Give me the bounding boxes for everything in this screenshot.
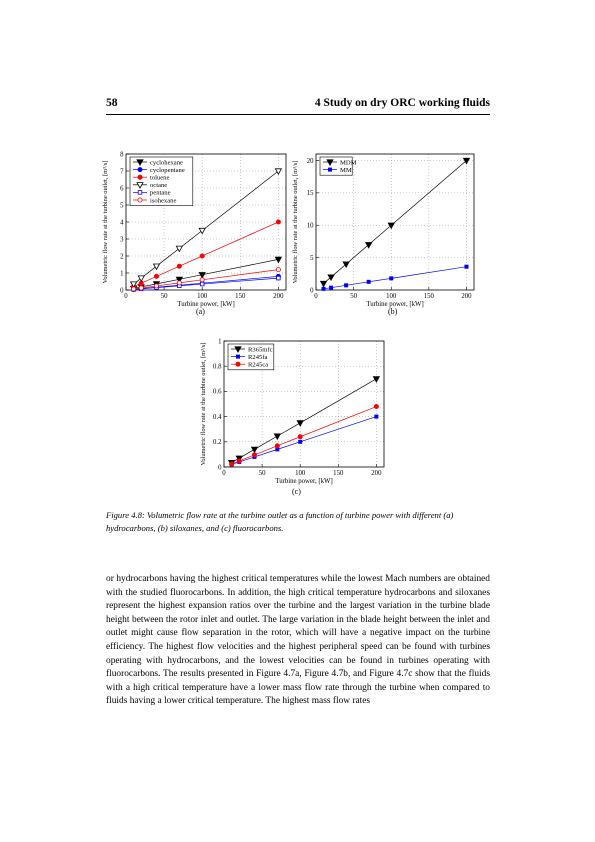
chart-1-series-MM <box>322 265 468 290</box>
chart-1-series-MDM <box>321 158 470 286</box>
chart-1-data-point <box>388 223 394 228</box>
chart-1-data-point <box>343 262 349 267</box>
chart-0-y-tick-label: 5 <box>120 202 124 210</box>
chart-0-data-point <box>177 281 181 285</box>
chart-2-x-axis-label: Turbine power, [kW] <box>275 478 333 485</box>
chart-1-x-tick-label: 150 <box>423 293 434 300</box>
chart-0-data-point <box>139 286 143 290</box>
chart-0-y-tick-label: 7 <box>120 168 124 176</box>
chart-2-y-tick-label: 0.6 <box>213 388 222 396</box>
chart-2-series-R365mfc <box>229 377 380 466</box>
chart-1-data-point <box>344 284 347 287</box>
chart-1-y-axis-label: Volumetric flow rate at the turbine outlet, [m³/s] <box>292 160 299 284</box>
chart-2-y-tick-label: 0.4 <box>213 413 222 421</box>
chart-2-data-point <box>375 415 378 418</box>
chart-0-x-tick-label: 150 <box>235 293 246 300</box>
header-rule <box>106 114 490 115</box>
chart-1-x-axis-label: Turbine power, [kW] <box>366 301 424 308</box>
chart-0-data-point <box>132 287 136 291</box>
chart-0-x-axis-label: Turbine power, [kW] <box>177 301 235 308</box>
chart-2-data-point <box>374 404 378 408</box>
chart-1-data-point <box>465 265 468 268</box>
chart-1-y-tick-label: 10 <box>306 222 314 230</box>
chart-2-data-point <box>297 421 303 426</box>
chart-2-data-point <box>275 444 279 448</box>
chart-1-data-point <box>463 158 469 163</box>
subfigure-label-a: (a) <box>196 307 205 316</box>
chart-2-series-R245fa <box>230 415 378 466</box>
chart-0-data-point <box>199 228 205 233</box>
chart-0-data-point <box>200 282 204 286</box>
chart-0-legend-marker <box>138 191 142 195</box>
chart-0-x-tick-label: 0 <box>124 293 128 300</box>
page-number: 58 <box>106 97 118 109</box>
chart-a <box>102 148 298 308</box>
chart-0-data-point <box>275 169 281 174</box>
chart-2-legend-label: R245fa <box>248 353 268 361</box>
chart-1-data-point <box>390 277 393 280</box>
chart-0-y-tick-label: 0 <box>120 287 124 295</box>
chart-2-legend-label: R245ca <box>248 361 269 369</box>
chart-2-data-point <box>252 453 256 457</box>
chart-1-y-tick-label: 20 <box>306 157 314 165</box>
chart-0-x-tick-label: 200 <box>273 293 284 300</box>
chart-2-y-tick-label: 0.8 <box>213 363 222 371</box>
chart-1-x-tick-label: 100 <box>386 293 397 300</box>
chart-0-y-tick-label: 3 <box>120 236 124 244</box>
chart-0-x-tick-label: 50 <box>160 293 168 300</box>
body-text <box>106 573 490 709</box>
chart-0-y-tick-label: 2 <box>120 253 124 261</box>
chart-2-y-tick-label: 0 <box>218 464 222 472</box>
chart-1-y-tick-label: 5 <box>310 254 314 262</box>
chart-0-legend-marker <box>138 198 142 202</box>
chart-1-x-tick-label: 0 <box>314 293 318 300</box>
chart-0-legend-label: pentane <box>150 189 171 197</box>
chart-1-x-tick-label: 50 <box>350 293 358 300</box>
chart-0-legend-label: cyclohexane <box>150 159 183 167</box>
chart-2-data-point <box>251 447 257 452</box>
chart-2-data-point <box>230 462 234 466</box>
chart-b <box>292 148 486 308</box>
chart-2-legend-marker <box>236 362 240 366</box>
chart-2-y-tick-label: 0.2 <box>213 439 222 447</box>
chart-1-data-point <box>366 242 372 247</box>
chart-2-data-point <box>298 435 302 439</box>
chart-0-x-tick-label: 100 <box>197 293 208 300</box>
chart-0-y-tick-label: 4 <box>120 219 124 227</box>
chart-1-data-point <box>321 281 327 286</box>
chart-2-data-point <box>373 377 379 382</box>
chart-0-data-point <box>176 246 182 251</box>
chart-0-data-point <box>138 276 144 281</box>
chart-2-legend-marker <box>236 355 239 358</box>
chart-2-legend-label: R365mfc <box>248 346 273 354</box>
chart-0-legend-marker <box>138 175 142 179</box>
body-paragraph: or hydrocarbons having the highest critical temperatures while the lowest Mach numbers are obtained with the studied fluorocarbons. In addition, the high critical temperature hydrocarbons and siloxanes represent the highest expansion ratios over the turbine and the largest variation in the turbine blade height between the rotor inlet and outlet. The large variation in the blade height between the inlet and outlet might cause flow separation in the rotor, which will have a negative impact on the turbine efficiency. The highest flow velocities and the highest peripheral speed can be found with turbines operating with hydrocarbons, and the lowest velocities can be found in turbines operating with fluorocarbons. The results presented in Figure 4.7a, Figure 4.7b, and Figure 4.7c show that the fluids with a high critical temperature have a lower mass flow rate through the turbine when compared to fluids having a lower critical temperature. The highest mass flow rates <box>106 574 490 707</box>
chart-1-y-tick-label: 0 <box>310 287 314 295</box>
chart-2-y-axis-label: Volumetric flow rate at the turbine outlet, [m³/s] <box>200 342 207 466</box>
chart-0-data-point <box>154 274 158 278</box>
chart-0-data-point <box>277 276 281 280</box>
chart-0-data-point <box>200 278 204 282</box>
chart-0-y-tick-label: 1 <box>120 270 124 278</box>
chart-2-x-tick-label: 50 <box>258 470 266 477</box>
chart-0-data-point <box>200 254 204 258</box>
chart-0-legend-label: isohexane <box>150 197 177 205</box>
chart-0-y-tick-label: 8 <box>120 151 124 159</box>
chart-c <box>202 335 392 485</box>
chart-0-data-point <box>153 264 159 269</box>
chart-0-y-axis-label: Volumetric flow rate at the turbine outlet, [m³/s] <box>102 160 109 284</box>
chart-1-y-tick-label: 15 <box>306 190 314 198</box>
chart-1-data-point <box>329 286 332 289</box>
chart-1-data-point <box>322 287 325 290</box>
chart-1-legend-label: MDM <box>340 159 357 167</box>
chart-0-data-point <box>276 220 280 224</box>
chart-0-data-point <box>177 264 181 268</box>
chart-2-data-point <box>237 459 241 463</box>
chart-0-legend-label: cyclopentane <box>150 166 185 174</box>
subfigure-label-c: (c) <box>292 487 301 496</box>
chart-2-x-tick-label: 100 <box>295 470 306 477</box>
chart-1-legend-label: MM <box>340 166 352 174</box>
chart-0-legend-label: toluene <box>150 174 170 182</box>
chart-2-x-tick-label: 200 <box>371 470 382 477</box>
chart-2-x-tick-label: 0 <box>222 470 226 477</box>
chart-1-data-point <box>367 280 370 283</box>
chart-1-legend-marker <box>328 168 331 171</box>
subfigure-label-b: (b) <box>388 307 398 316</box>
chart-2-data-point <box>274 434 280 439</box>
chart-0-y-tick-label: 6 <box>120 185 124 193</box>
chart-0-data-point <box>276 268 280 272</box>
chart-0-legend-label: octane <box>150 182 168 190</box>
running-header: 4 Study on dry ORC working fluids <box>314 97 490 109</box>
figure-caption: Figure 4.8: Volumetric flow rate at the turbine outlet as a function of turbine power with different (a) hydrocarbons, (b) siloxanes, and (c) fluorocarbons. <box>106 510 454 533</box>
chart-2-x-tick-label: 150 <box>333 470 344 477</box>
chart-0-legend-marker <box>138 168 142 172</box>
chart-1-data-point <box>328 275 334 280</box>
chart-0-data-point <box>154 284 158 288</box>
chart-2-series-R245ca <box>230 404 379 466</box>
chart-2-y-tick-label: 1 <box>218 338 222 346</box>
chart-1-x-tick-label: 200 <box>461 293 472 300</box>
chart-2-data-point <box>299 440 302 443</box>
